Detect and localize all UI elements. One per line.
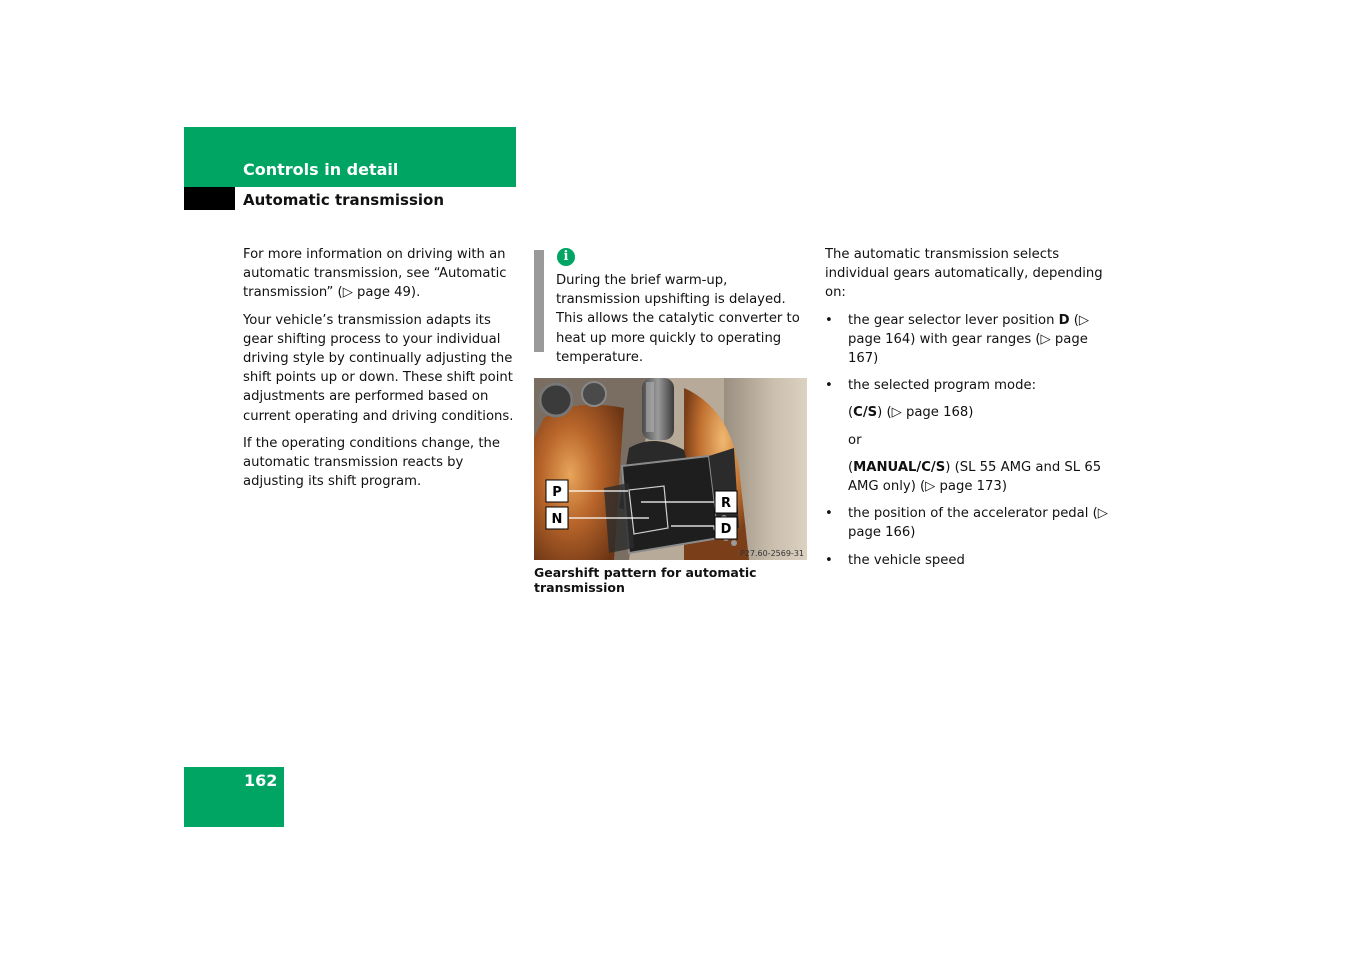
- info-text: During the brief warm-up, transmission upshifting is delayed. This allows the catalytic converter to heat up more quickly to operating temperature.: [556, 273, 800, 365]
- bullet: •: [825, 312, 833, 328]
- bullet: •: [825, 506, 833, 522]
- dependency-list-cont: [825, 504, 1110, 570]
- gear-label-r: R: [720, 496, 732, 511]
- figure-code: P27.60-2569-31: [739, 549, 804, 558]
- list-item: • the selected program mode:: [825, 376, 1110, 395]
- or-text: or: [848, 432, 862, 448]
- paragraph: Your vehicle’s transmission adapts its gear shifting process to your individual driving style by continually adjusting the shift points up or down. These shift point adjustments are performed based on current operating and driving conditions.: [243, 312, 514, 424]
- program-mode-manual: (MANUAL/C/S) (SL 55 AMG and SL 65 AMG only) (▷ page 173): [848, 459, 1102, 495]
- dependency-list: [825, 311, 1110, 396]
- gear-label-n: N: [551, 512, 563, 527]
- right-column: [825, 245, 1110, 578]
- paragraph: For more information on driving with an automatic transmission, see “Automatic transmission” (▷ page 49).: [243, 247, 507, 301]
- gear-label-p: P: [552, 485, 562, 500]
- gear-label-d: D: [720, 522, 732, 537]
- bullet: •: [825, 552, 833, 568]
- list-item: • the vehicle speed: [825, 551, 1110, 570]
- list-item: • the position of the accelerator pedal (▷ page 166): [825, 506, 1108, 541]
- gearshift-illustration: [534, 378, 807, 560]
- program-mode-cs: (C/S) (▷ page 168): [848, 405, 974, 421]
- info-bar: [534, 250, 544, 352]
- paragraph: If the operating conditions change, the automatic transmission reacts by adjusting its shift program.: [243, 435, 500, 490]
- info-icon: i: [557, 248, 575, 266]
- left-column: [243, 245, 519, 499]
- list-item: • the gear selector lever position D (▷ page 164) with gear ranges (▷ page 167): [825, 312, 1090, 367]
- gearshift-photo: [534, 378, 807, 560]
- figure-caption: Gearshift pattern for automatic transmission: [534, 565, 757, 595]
- section-marker: [184, 187, 235, 210]
- sub-title: Automatic transmission: [243, 191, 444, 209]
- page-number: 162: [244, 771, 278, 790]
- section-title: Controls in detail: [243, 160, 399, 179]
- bullet: •: [825, 378, 833, 394]
- intro-text: The automatic transmission selects individual gears automatically, depending on:: [825, 247, 1103, 301]
